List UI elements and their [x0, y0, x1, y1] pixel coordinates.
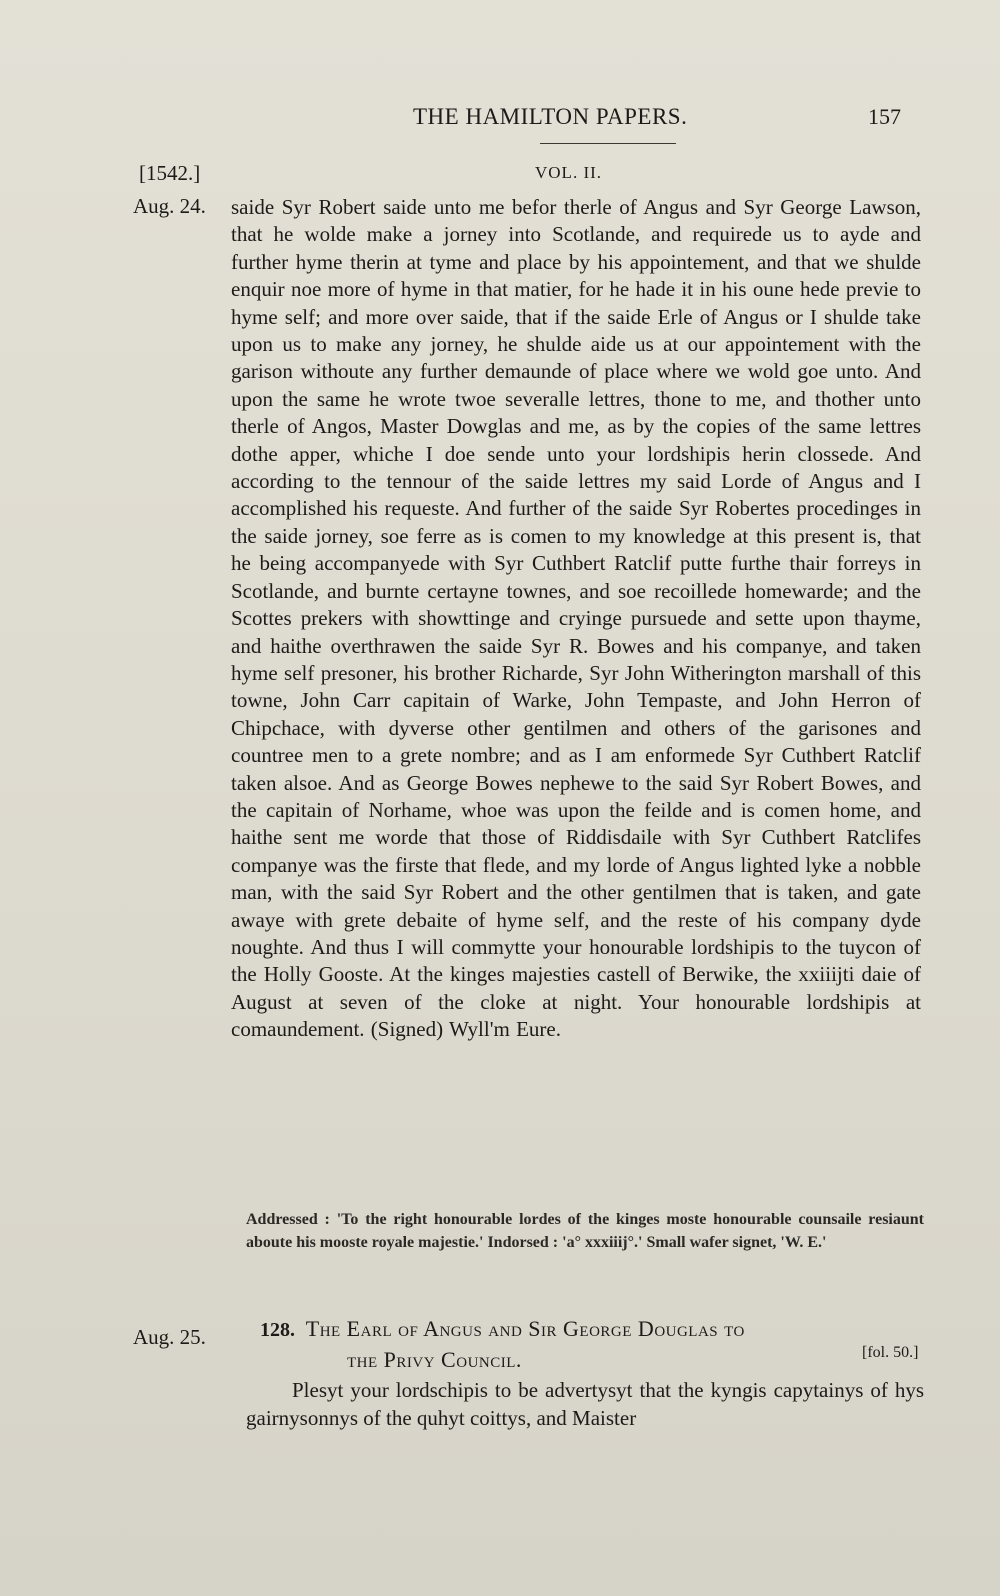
header-rule — [540, 143, 676, 144]
body-paragraph: saide Syr Robert saide unto me befor therle of Angus and Syr George Lawson, that he wolde make a jorney into Scotlande, and requirede us to ayde and further hyme therin at tyme and place by his appointement, and that we shulde enquir noe more of hyme in that matier, for he hade it in his oune hede previe to hyme self; and more over saide, that if the saide Erle of Angus or I shulde take upon us to make any jorney, he shulde aide us at our appointement with the garison withoute any further demaunde of place where we wold goe unto. And upon the same he wrote twoe severalle lettres, thone to me, and thother unto therle of Angos, Master Dowglas and me, as by the copies of the same lettres dothe apper, whiche I doe sende unto your lordshipis herin clossede. And according to the tennour of the saide lettres my said Lorde of Angus and I accomplished his requeste. And further of the saide Syr Robertes procedinges in the saide jorney, soe ferre as is comen to my knowledge at this present is, that he being accompanyede with Syr Cuthbert Ratclif putte furthe thair forreys in Scotlande, and burnte certayne townes, and soe recoillede homewarde; and the Scottes prekers with showttinge and cryinge pursuede and sette upon thayme, and haithe overthrawen the saide Syr R. Bowes and his companye, and taken hyme self presoner, his brother Richarde, Syr John Witherington marshall of this towne, John Carr capitain of Warke, John Tempaste, and John Herron of Chipchace, with dyverse other gentilmen and others of the garisones and countree men to a grete nombre; and as I am enformede Syr Cuthbert Ratclif taken alsoe. And as George Bowes nephewe to the said Syr Robert Bowes, and the capitain of Norhame, whoe was upon the feilde and is comen home, and haithe sent me worde that those of Riddisdaile with Syr Cuthbert Ratclifes companye was the firste that flede, and my lorde of Angus lighted lyke a nobble man, with the said Syr Robert and the other gentilmen that is taken, and gate awaye with grete debaite of hyme self, and the reste of his company dyde noughte. And thus I will commytte your honourable lordshipis to the tuycon of the Holly Gooste. At the kinges majesties castell of Berwike, the xxiiijti daie of August at seven of the cloke at night. Your honourable lordshipis at comaundement. (Signed) Wyll'm Eure. — [231, 195, 921, 1042]
folio-reference: [fol. 50.] — [862, 1344, 919, 1361]
document-number: 128. — [260, 1319, 295, 1341]
running-head — [0, 104, 1000, 138]
document-heading — [260, 1314, 924, 1346]
document-title-line2: the Privy Council. — [347, 1347, 522, 1372]
letter-body — [231, 194, 921, 1044]
margin-date-second: Aug. 25. — [133, 1325, 206, 1349]
endorsement-note: Addressed : 'To the right honourable lordes of the kinges moste honourable counsaile resiaunt aboute his mooste royale majestie.' Indorsed : 'a° xxxiiij°.' Small wafer signet, 'W. E.' — [246, 1211, 924, 1251]
volume-marker: VOL. II. — [535, 163, 603, 182]
page-number: 157 — [868, 104, 901, 129]
blank-page-bottom — [0, 1460, 1000, 1596]
document-title-line1: The Earl of Angus and Sir George Douglas to — [305, 1316, 745, 1341]
letter-opening: Plesyt your lordschipis to be advertysyt that the kyngis capytainys of hys gairnysonnys of the quhyt coittys, and Maister — [246, 1378, 924, 1430]
running-title: THE HAMILTON PAPERS. — [413, 104, 688, 129]
year-marker: [1542.] — [139, 161, 201, 185]
margin-date-first: Aug. 24. — [133, 194, 206, 218]
